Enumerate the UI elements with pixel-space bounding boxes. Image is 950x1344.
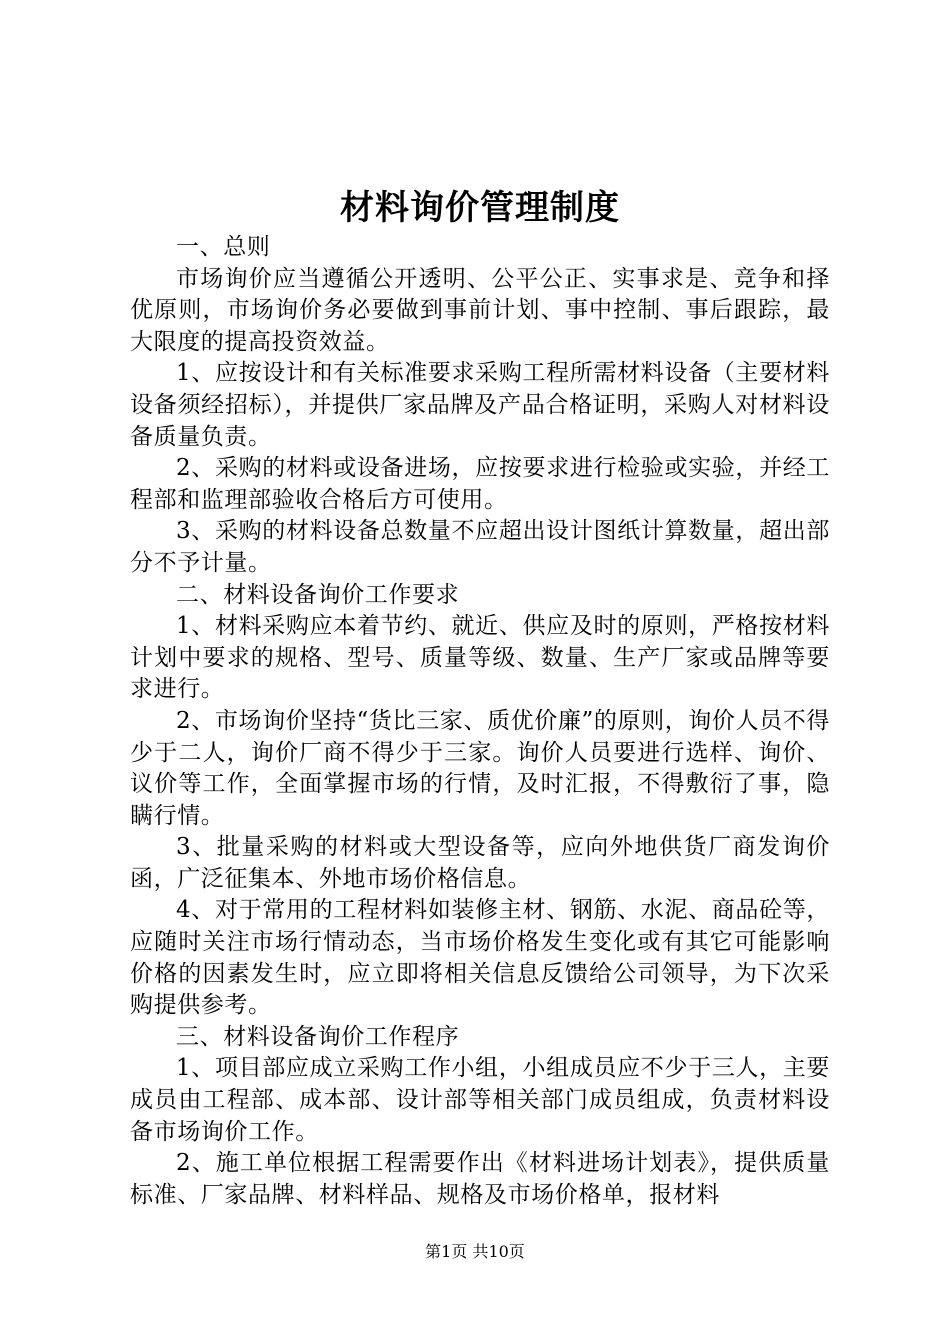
section-heading-procedure: 三、材料设备询价工作程序	[176, 1023, 460, 1050]
page-number-footer: 第1页 共10页	[425, 1242, 525, 1261]
paragraph: 2、市场询价坚持“货比三家、质优价廉”的原则，询价人员不得少于二人，询价厂商不得少于三家。询价人员要进行选样、询价、议价等工作，全面掌握市场的行情，及时汇报，不得敷衍了事，隐瞒行情。	[130, 707, 830, 829]
paragraph: 3、采购的材料设备总数量不应超出设计图纸计算数量，超出部分不予计量。	[130, 518, 830, 576]
paragraph: 4、对于常用的工程材料如装修主材、钢筋、水泥、商品砼等，应随时关注市场行情动态，当市场价格发生变化或有其它可能影响价格的因素发生时，应立即将相关信息反馈给公司领导，为下次采购提供参考。	[130, 897, 830, 1019]
paragraph: 1、项目部应成立采购工作小组，小组成员应不少于三人，主要成员由工程部、成本部、设计部等相关部门成员组成，负责材料设备市场询价工作。	[130, 1055, 830, 1145]
paragraph: 1、材料采购应本着节约、就近、供应及时的原则，严格按材料计划中要求的规格、型号、质量等级、数量、生产厂家或品牌等要求进行。	[130, 613, 830, 703]
document-body	[130, 232, 830, 1211]
section-heading-requirements: 二、材料设备询价工作要求	[176, 581, 460, 608]
document-title: 材料询价管理制度	[340, 188, 620, 228]
section-heading-general: 一、总则	[176, 234, 271, 260]
paragraph: 市场询价应当遵循公开透明、公平公正、实事求是、竞争和择优原则，市场询价务必要做到事前计划、事中控制、事后跟踪，最大限度的提高投资效益。	[130, 265, 830, 355]
paragraph: 1、应按设计和有关标准要求采购工程所需材料设备（主要材料设备须经招标），并提供厂家品牌及产品合格证明，采购人对材料设备质量负责。	[130, 360, 830, 450]
paragraph: 2、采购的材料或设备进场，应按要求进行检验或实验，并经工程部和监理部验收合格后方可使用。	[130, 455, 830, 513]
paragraph: 3、批量采购的材料或大型设备等，应向外地供货厂商发询价函，广泛征集本、外地市场价格信息。	[130, 834, 830, 892]
paragraph: 2、施工单位根据工程需要作出《材料进场计划表》，提供质量标准、厂家品牌、材料样品、规格及市场价格单，报材料	[130, 1150, 830, 1208]
